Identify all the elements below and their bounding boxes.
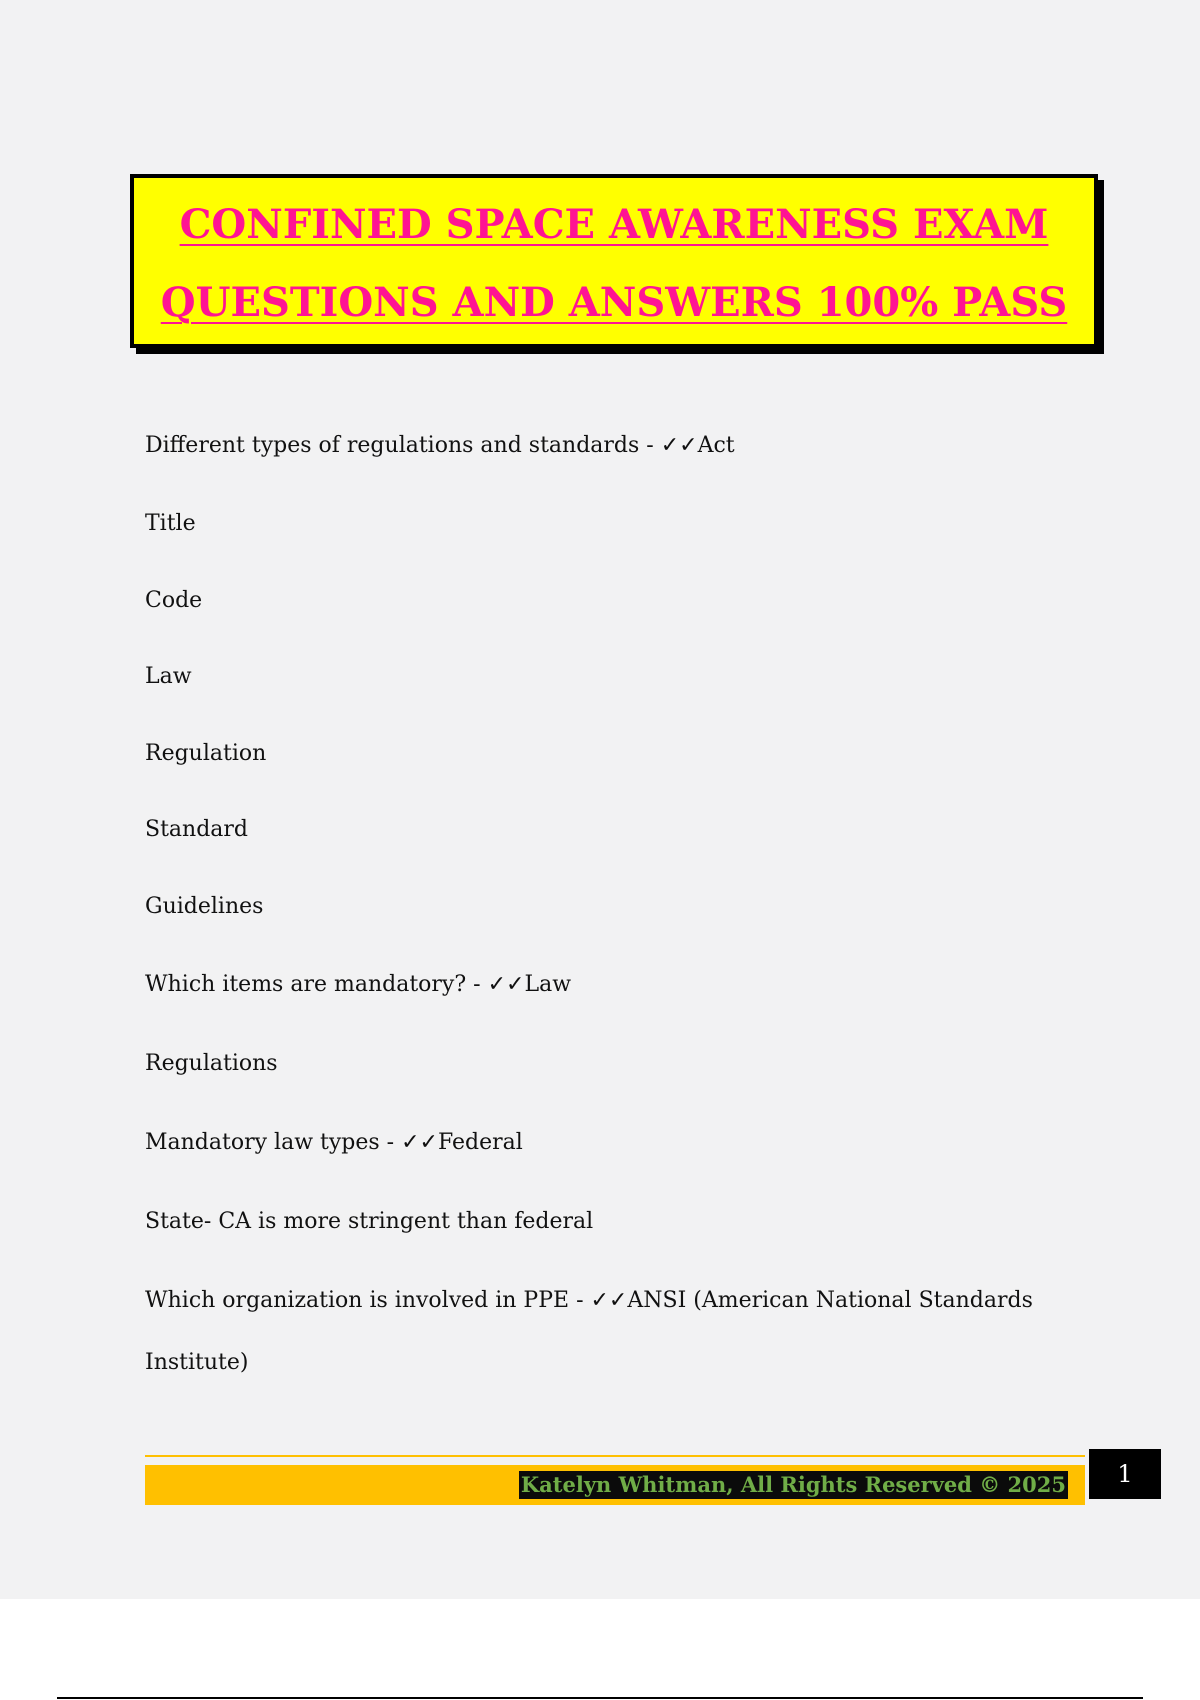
answer-text: Act (697, 433, 735, 458)
answer-line: Title (145, 511, 196, 536)
answer-line: Guidelines (145, 894, 264, 919)
qa-item (145, 432, 735, 460)
check-mark-icon: ✓✓ (487, 972, 525, 997)
qa-item (145, 971, 571, 999)
check-mark-icon: ✓✓ (401, 1130, 438, 1155)
question-text: Different types of regulations and standards - (145, 433, 661, 458)
title-line-2: QUESTIONS AND ANSWERS 100% PASS (160, 279, 1068, 326)
title-banner (130, 174, 1098, 348)
answer-line: Regulation (145, 741, 267, 766)
answer-line: Standard (145, 817, 248, 842)
answer-text: Federal (437, 1130, 523, 1155)
answer-text: ANSI (American National Standards (627, 1288, 1033, 1313)
title-line-1: CONFINED SPACE AWARENESS EXAM (179, 201, 1049, 248)
check-mark-icon: ✓✓ (660, 433, 698, 458)
bottom-divider (57, 1697, 1143, 1699)
answer-line: Regulations (145, 1051, 278, 1076)
footer-band (145, 1465, 1085, 1505)
answer-line: State- CA is more stringent than federal (145, 1209, 594, 1234)
question-text: Which items are mandatory? - (145, 972, 488, 997)
answer-text: Law (524, 972, 572, 997)
answer-line: Institute) (145, 1350, 249, 1375)
qa-item (145, 1129, 523, 1157)
footer-copyright: Katelyn Whitman, All Rights Reserved © 2025 (520, 1472, 1066, 1497)
question-text: Which organization is involved in PPE - (145, 1288, 591, 1313)
question-text: Mandatory law types - (145, 1130, 402, 1155)
qa-item (145, 1287, 1033, 1315)
footer-divider (145, 1455, 1085, 1457)
check-mark-icon: ✓✓ (590, 1288, 628, 1313)
page-number: 1 (1089, 1449, 1161, 1499)
answer-line: Law (145, 664, 192, 689)
answer-line: Code (145, 588, 203, 613)
